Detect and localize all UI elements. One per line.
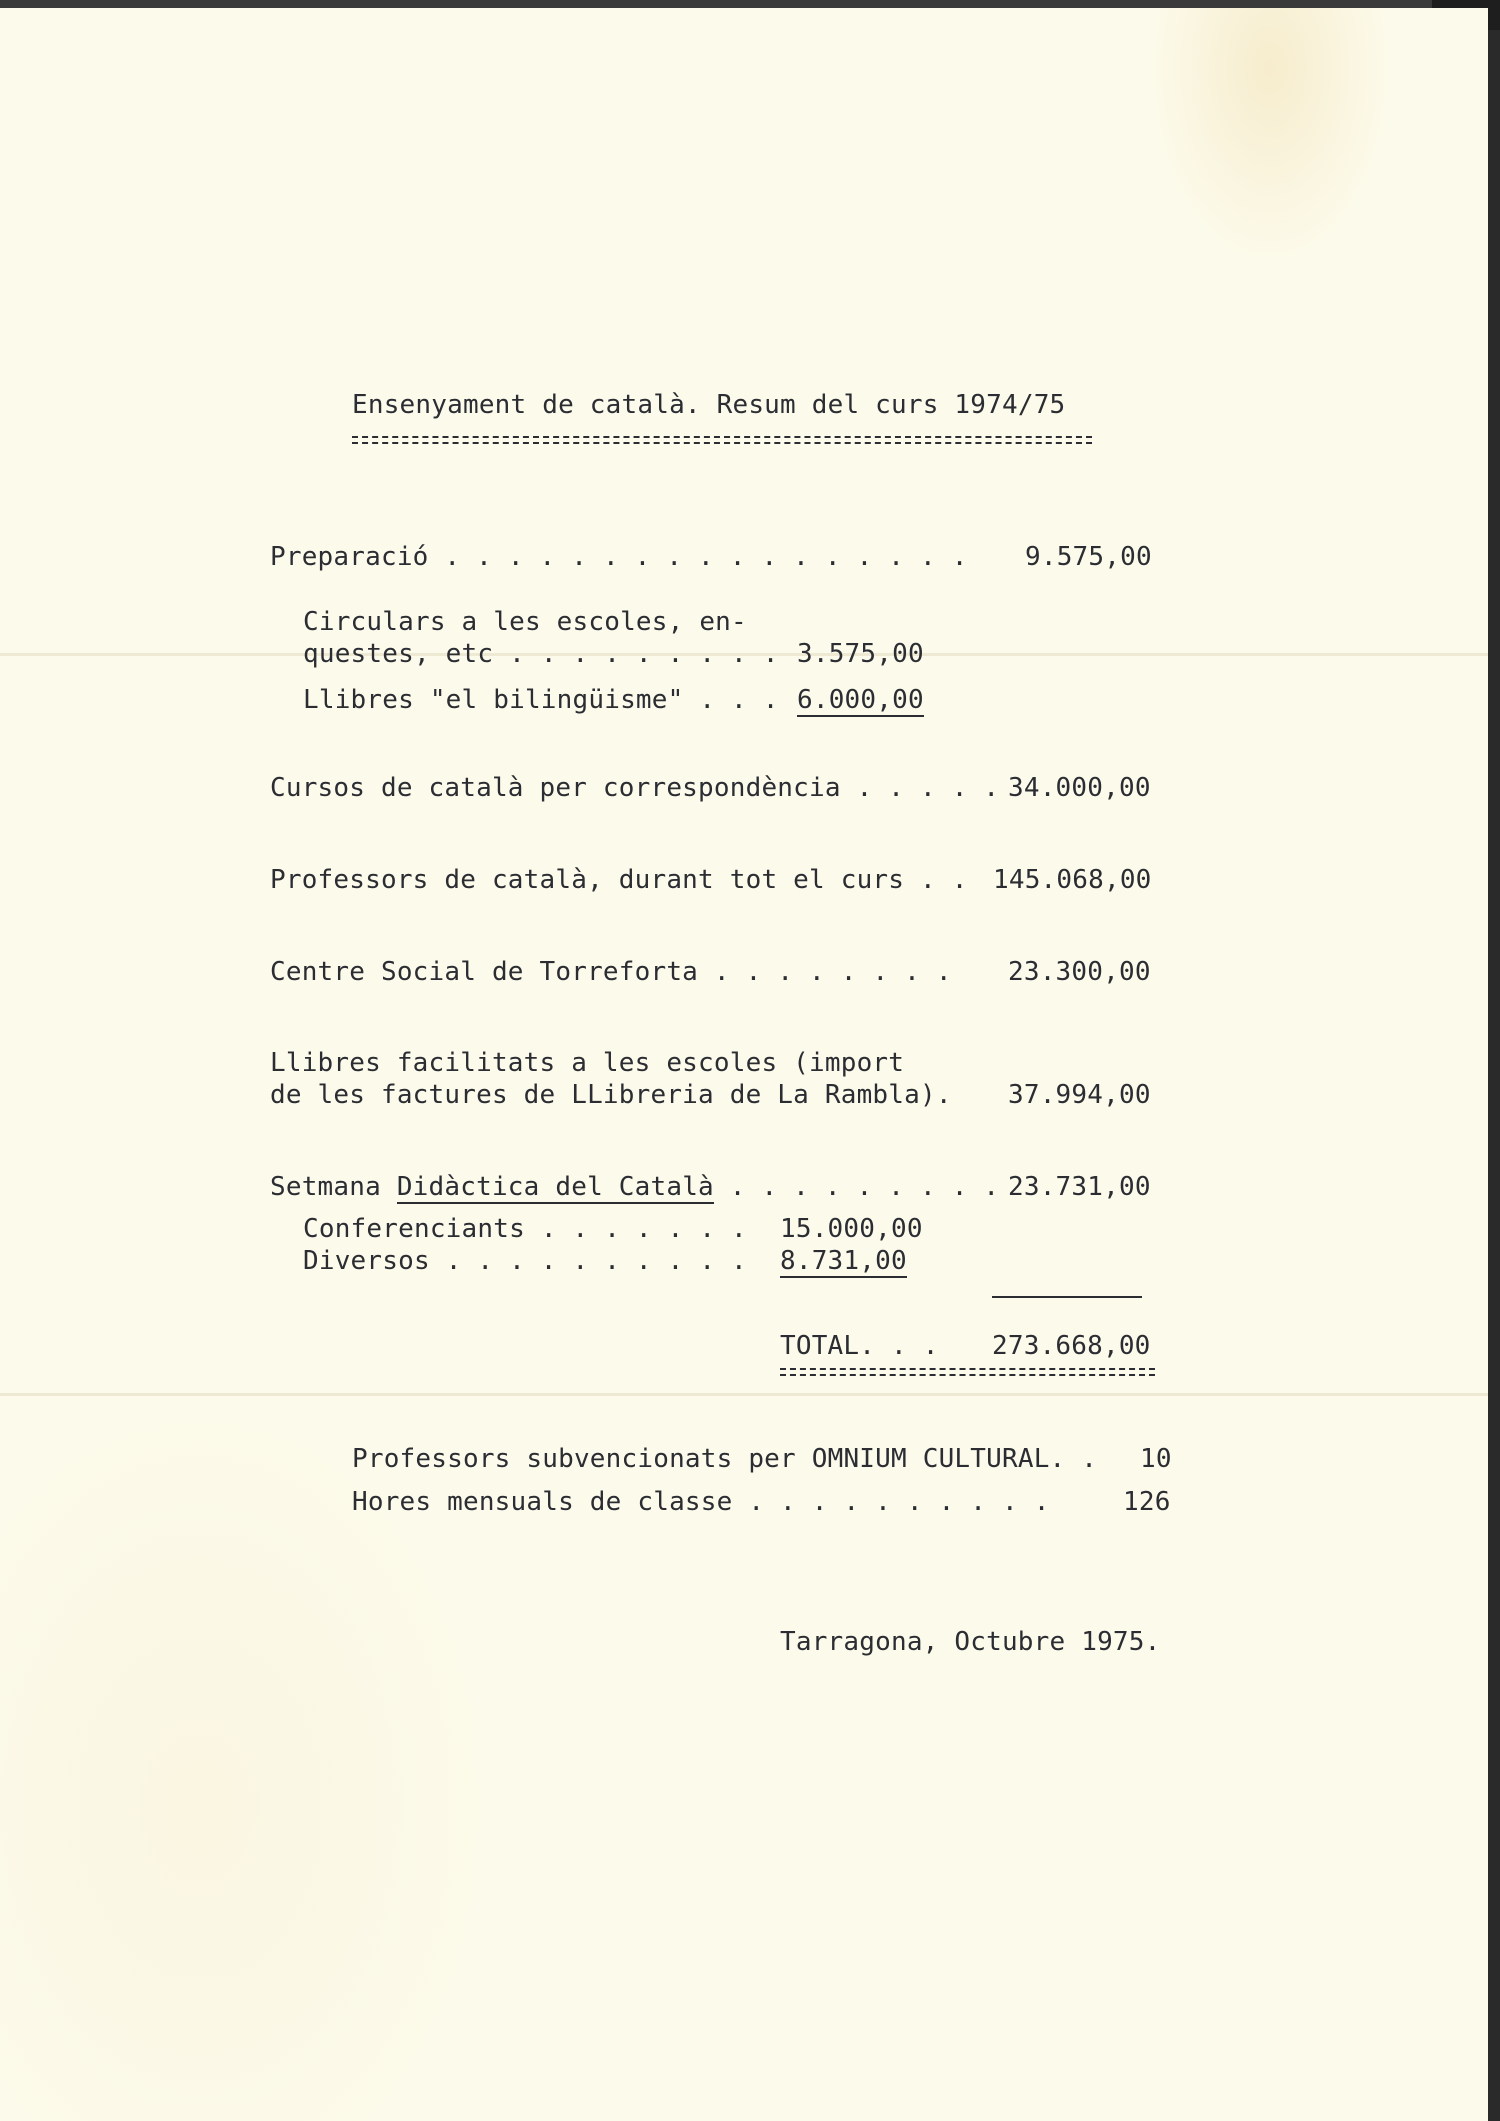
item-preparacio-amount: 9.575,00 xyxy=(1025,542,1152,572)
document-page xyxy=(0,8,1488,2121)
total-line: TOTAL. . . xyxy=(780,1331,939,1361)
item-setmana: Setmana Didàctica del Català . . . . . . . . . xyxy=(270,1172,1000,1202)
stat-professors: Professors subvencionats per OMNIUM CULTURAL. . xyxy=(352,1444,1098,1474)
sub-item-diversos-amount: 8.731,00 xyxy=(780,1246,907,1276)
sub-item-diversos: Diversos . . . . . . . . . . xyxy=(303,1246,747,1276)
scan-top-edge xyxy=(0,0,1500,8)
total-amount: 273.668,00 xyxy=(992,1331,1151,1361)
sub-item-circulars-amount: 3.575,00 xyxy=(797,639,924,669)
item-cursos-amount: 34.000,00 xyxy=(1008,773,1151,803)
item-cursos: Cursos de català per correspondència . . . . . xyxy=(270,773,1000,803)
place-date: Tarragona, Octubre 1975. xyxy=(780,1627,1161,1657)
sub-item-conferenciants: Conferenciants . . . . . . . xyxy=(303,1214,747,1244)
fold-line xyxy=(0,1393,1488,1396)
stat-professors-value: 10 xyxy=(1140,1444,1172,1474)
stat-hores-value: 126 xyxy=(1123,1487,1171,1517)
title-double-underline xyxy=(352,436,1092,444)
item-centre-social: Centre Social de Torreforta . . . . . . . . xyxy=(270,957,952,987)
sub-item-llibres: Llibres "el bilingüisme" . . . xyxy=(303,685,779,715)
item-llibres-facilitats-amount: 37.994,00 xyxy=(1008,1080,1151,1110)
sub-item-conferenciants-amount: 15.000,00 xyxy=(780,1214,923,1244)
sub-item-circulars-line1: Circulars a les escoles, en- xyxy=(303,607,747,637)
sub-item-circulars-line2: questes, etc . . . . . . . . . xyxy=(303,639,779,669)
sub-item-llibres-amount: 6.000,00 xyxy=(797,685,924,715)
item-preparacio: Preparació . . . . . . . . . . . . . . . . . xyxy=(270,542,968,572)
item-setmana-amount: 23.731,00 xyxy=(1008,1172,1151,1202)
item-centre-social-amount: 23.300,00 xyxy=(1008,957,1151,987)
page-title: Ensenyament de català. Resum del curs 1974/75 xyxy=(352,390,1066,420)
item-llibres-facilitats-line2: de les factures de LLibreria de La Rambla). xyxy=(270,1080,952,1110)
total-double-underline xyxy=(780,1368,1155,1376)
item-llibres-facilitats-line1: Llibres facilitats a les escoles (import xyxy=(270,1048,905,1078)
item-professors-amount: 145.068,00 xyxy=(993,865,1152,895)
stat-hores: Hores mensuals de classe . . . . . . . . . . xyxy=(352,1487,1050,1517)
total-rule xyxy=(992,1296,1142,1298)
item-professors: Professors de català, durant tot el curs . . xyxy=(270,865,968,895)
